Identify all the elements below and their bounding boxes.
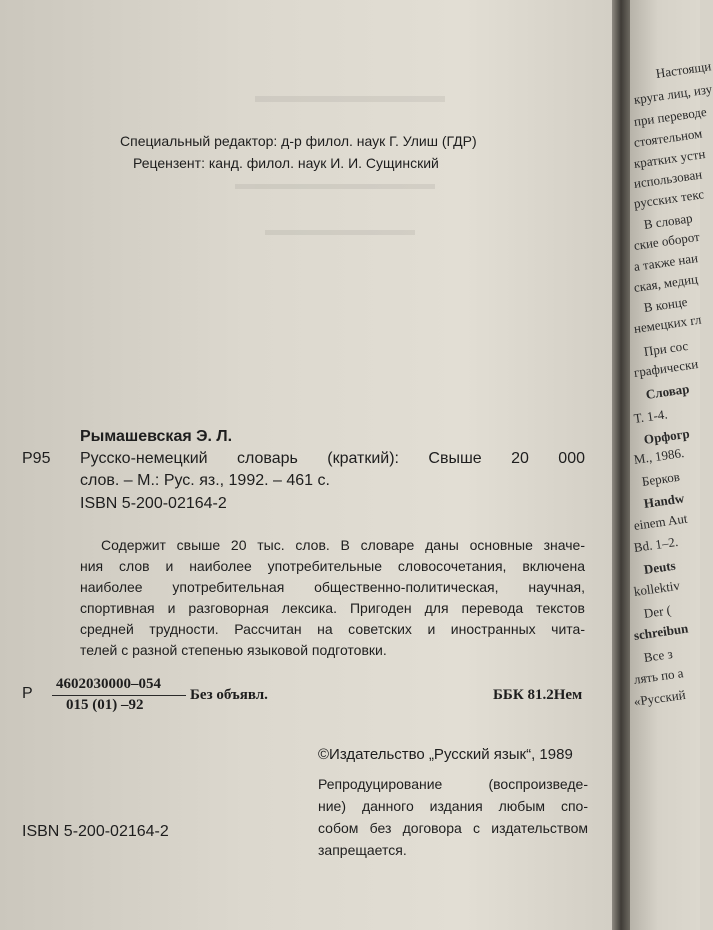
facing-page-line: Der ( bbox=[642, 602, 672, 621]
facing-page-line: использован bbox=[632, 166, 703, 191]
facing-page-line: графически bbox=[632, 356, 700, 380]
book-spine bbox=[612, 0, 632, 930]
facing-page-line: «Русский bbox=[632, 686, 687, 709]
annotation-line: спортивная и разговорная лексика. Пригоден для перевода текстов bbox=[80, 600, 585, 616]
facing-page-line: немецких гл bbox=[632, 311, 703, 336]
facing-page-line: ские оборот bbox=[632, 228, 701, 253]
isbn-catalog: ISBN 5-200-02164-2 bbox=[80, 495, 227, 512]
facing-page-line: При сос bbox=[642, 337, 690, 359]
facing-page-line: а также наи bbox=[632, 250, 699, 274]
copyright-notice-line: Репродуцирование (воспроизведе- bbox=[318, 776, 588, 792]
facing-page-line: при переводе bbox=[632, 103, 708, 129]
annotation-line: средней трудности. Рассчитан на советских и иностранных чита- bbox=[80, 621, 585, 637]
facing-page-line: Т. 1-4. bbox=[632, 406, 669, 426]
classification-denominator: 015 (01) –92 bbox=[66, 697, 144, 713]
facing-page-line: Настоящи bbox=[654, 58, 713, 81]
facing-page-line: einem Aut bbox=[632, 510, 689, 533]
facing-page-line: schreibun bbox=[632, 620, 690, 643]
annotation-line: наиболее употребительная общественно-политическая, научная, bbox=[80, 579, 585, 595]
bleed-through-block bbox=[195, 62, 495, 292]
facing-page-line: Словар bbox=[644, 381, 691, 402]
fraction-line bbox=[52, 695, 186, 696]
book-title-line: слов. – М.: Рус. яз., 1992. – 461 с. bbox=[80, 472, 330, 489]
facing-page bbox=[630, 0, 713, 930]
catalog-index: Р95 bbox=[22, 450, 51, 467]
copyright-notice-line: ние) данного издания любым спо- bbox=[318, 798, 588, 814]
annotation-line: телей с разной степенью языковой подготовки. bbox=[80, 642, 387, 658]
facing-page-line: Handw bbox=[642, 490, 686, 511]
facing-page-line: М., 1986. bbox=[632, 445, 686, 467]
price-note: Без объявл. bbox=[190, 687, 268, 703]
bbk-code: ББК 81.2Нем bbox=[493, 687, 583, 703]
facing-page-line: Орфогр bbox=[642, 425, 691, 447]
facing-page-line: круга лиц, изу bbox=[632, 81, 713, 107]
facing-page-line: В конце bbox=[642, 293, 689, 315]
classification-letter: Р bbox=[22, 685, 33, 702]
facing-page-line: В словар bbox=[642, 210, 694, 232]
book-title-line: Русско-немецкий словарь (краткий): Свыше 20 000 bbox=[80, 450, 585, 467]
copyright-notice-line: запрещается. bbox=[318, 842, 407, 858]
editor-credit: Специальный редактор: д-р филол. наук Г. Улиш (ГДР) bbox=[120, 133, 477, 149]
facing-page-line: Deuts bbox=[642, 557, 677, 577]
facing-page-line: кратких устн bbox=[632, 146, 707, 171]
facing-page-line: Bd. 1–2. bbox=[632, 533, 679, 555]
facing-page-line: Все з bbox=[642, 646, 674, 665]
copyright-line: ©Издательство „Русский язык“, 1989 bbox=[318, 746, 573, 763]
facing-page-line: kollektiv bbox=[632, 577, 681, 599]
classification-numerator: 4602030000–054 bbox=[56, 676, 161, 692]
author-name: Рымашевская Э. Л. bbox=[80, 428, 233, 445]
facing-page-line: ская, медиц bbox=[632, 271, 699, 295]
facing-page-line: стоятельном bbox=[632, 125, 704, 150]
annotation-line: Содержит свыше 20 тыс. слов. В словаре даны основные значе- bbox=[101, 537, 585, 553]
facing-page-line: лять по а bbox=[632, 665, 685, 687]
facing-page-line: русских текс bbox=[632, 186, 705, 211]
reviewer-credit: Рецензент: канд. филол. наук И. И. Сущинский bbox=[133, 155, 439, 171]
annotation-line: ния слов и наиболее употребительные словосочетания, включена bbox=[80, 558, 585, 574]
copyright-notice-line: собом без договора с издательством bbox=[318, 820, 588, 836]
facing-page-line: Берков bbox=[640, 468, 681, 489]
isbn-bottom: ISBN 5-200-02164-2 bbox=[22, 823, 169, 840]
